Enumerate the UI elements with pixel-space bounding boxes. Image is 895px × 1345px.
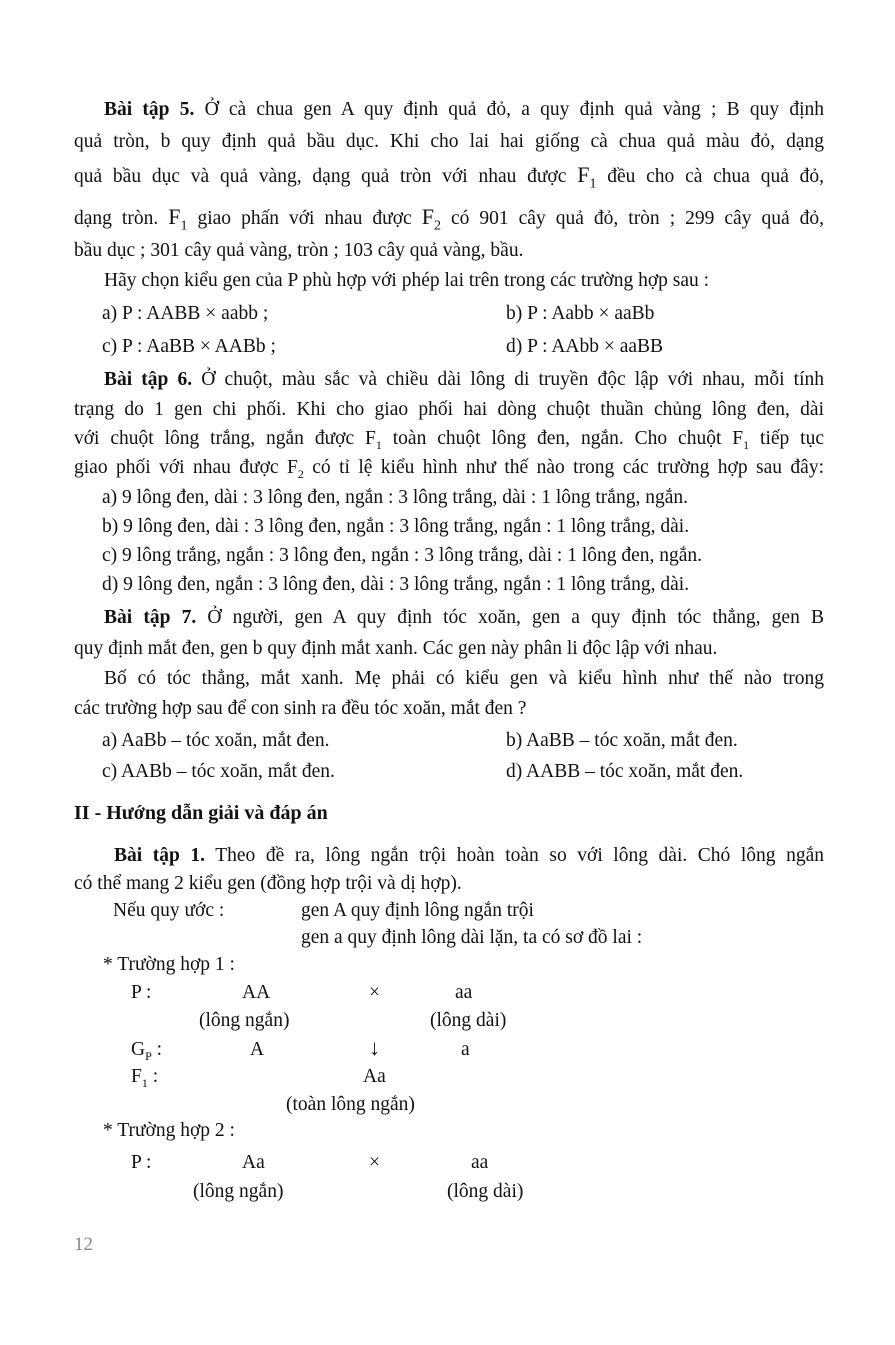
ex6-line1 bbox=[74, 365, 824, 395]
case1-parent1: AA bbox=[242, 982, 271, 1003]
sol1-line2: có thể mang 2 kiểu gen (đồng hợp trội và dị hợp). bbox=[74, 873, 462, 894]
ex5-line6: Hãy chọn kiểu gen của P phù hợp với phép lai trên trong các trường hợp sau : bbox=[104, 270, 710, 291]
ex7-text1: Ở người, gen A quy định tóc xoăn, gen a quy định tóc thẳng, gen B bbox=[207, 607, 825, 628]
ex7-option-d: d) AABB – tóc xoăn, mắt đen. bbox=[506, 761, 744, 782]
case1-gamete-label: $G_P$ : bbox=[131, 1039, 163, 1063]
ex5-f1: $F_1$ bbox=[577, 162, 597, 192]
case1-offspring-phenotype: (toàn lông ngắn) bbox=[286, 1094, 415, 1115]
ex6-option-a: a) 9 lông đen, dài : 3 lông đen, ngắn : 3 lông trắng, dài : 1 lông trắng, ngắn. bbox=[102, 487, 688, 508]
ex5-text4a: dạng tròn. bbox=[74, 208, 159, 229]
case1-parent2-phenotype: (lông dài) bbox=[430, 1010, 507, 1031]
case2-label: * Trường hợp 2 : bbox=[103, 1120, 235, 1141]
case1-parent1-phenotype: (lông ngắn) bbox=[199, 1010, 290, 1031]
ex5-title: Bài tập 5. bbox=[104, 99, 195, 120]
case1-arrow: ↓ bbox=[369, 1035, 380, 1060]
ex5-text4b: giao phấn với nhau được bbox=[197, 208, 412, 229]
convention-1: gen A quy định lông ngắn trội bbox=[301, 900, 534, 921]
convention-2: gen a quy định lông dài lặn, ta có sơ đồ lai : bbox=[301, 927, 643, 948]
ex6-text4a: giao phối với nhau được F bbox=[74, 457, 298, 478]
ex6-line4: giao phối với nhau được $F_2$ có tỉ lệ kiểu hình như thế nào trong các trường hợp sau đây: bbox=[74, 457, 825, 481]
case1-parent2: aa bbox=[455, 982, 473, 1003]
case1-label: * Trường hợp 1 : bbox=[103, 954, 235, 975]
ex6-line2: trạng do 1 gen chi phối. Khi cho giao phối hai dòng chuột thuần chủng lông đen, dài bbox=[74, 399, 824, 420]
ex5-text1: Ở cà chua gen A quy định quả đỏ, a quy định quả vàng ; B quy định bbox=[204, 99, 825, 120]
ex6-text3a: với chuột lông trắng, ngắn được F bbox=[74, 428, 376, 449]
case1-cross: × bbox=[369, 982, 380, 1003]
case2-parent2-phenotype: (lông dài) bbox=[447, 1181, 524, 1202]
case1-offspring: Aa bbox=[363, 1066, 386, 1087]
ex7-option-a: a) AaBb – tóc xoăn, mắt đen. bbox=[102, 730, 330, 751]
ex5-text4c: có 901 cây quả đỏ, tròn ; 299 cây quả đỏ, bbox=[450, 208, 824, 229]
case1-gamete2: a bbox=[461, 1039, 470, 1060]
ex5-line1 bbox=[74, 95, 824, 125]
convention-label: Nếu quy ước : bbox=[113, 900, 225, 921]
ex6-text3b: toàn chuột lông đen, ngắn. Cho chuột F bbox=[392, 428, 744, 449]
case2-parent1-phenotype: (lông ngắn) bbox=[193, 1181, 284, 1202]
ex5-line5: bầu dục ; 301 cây quả vàng, tròn ; 103 cây quả vàng, bầu. bbox=[74, 240, 524, 261]
case1-f1-label: $F_1$ : bbox=[131, 1066, 159, 1090]
ex6-option-d: d) 9 lông đen, ngắn : 3 lông đen, dài : 3 lông trắng, ngắn : 1 lông trắng, dài. bbox=[102, 574, 690, 595]
ex5-f1b: $F_1$ bbox=[168, 204, 188, 234]
ex6-text4b: có tỉ lệ kiểu hình như thế nào trong các trường hợp sau đây: bbox=[312, 457, 825, 478]
section-heading: II - Hướng dẫn giải và đáp án bbox=[74, 802, 328, 824]
sol1-title: Bài tập 1. bbox=[114, 845, 206, 866]
ex5-option-a: a) P : AABB × aabb ; bbox=[102, 303, 269, 324]
ex6-option-c: c) 9 lông trắng, ngắn : 3 lông đen, ngắn : 3 lông trắng, dài : 1 lông đen, ngắn. bbox=[102, 545, 703, 566]
case2-parent1: Aa bbox=[242, 1152, 265, 1173]
ex7-line2: quy định mắt đen, gen b quy định mắt xanh. Các gen này phân li độc lập với nhau. bbox=[74, 638, 718, 659]
case1-gamete1: A bbox=[250, 1039, 265, 1060]
ex6-option-b: b) 9 lông đen, dài : 3 lông đen, ngắn : 3 lông trắng, ngắn : 1 lông trắng, dài. bbox=[102, 516, 690, 537]
ex7-option-c: c) AABb – tóc xoăn, mắt đen. bbox=[102, 761, 335, 782]
ex6-title: Bài tập 6. bbox=[104, 369, 193, 390]
ex5-option-c: c) P : AaBB × AABb ; bbox=[102, 336, 276, 357]
case2-parent2: aa bbox=[471, 1152, 489, 1173]
ex7-line3: Bố có tóc thẳng, mắt xanh. Mẹ phải có kiểu gen và kiểu hình như thế nào trong bbox=[104, 668, 824, 689]
ex6-text1: Ở chuột, màu sắc và chiều dài lông di truyền độc lập với nhau, mỗi tính bbox=[201, 369, 825, 390]
ex6-line3: với chuột lông trắng, ngắn được $F_1$ toàn chuột lông đen, ngắn. Cho chuột $F_1$ tiếp tục bbox=[74, 428, 824, 452]
ex7-line1 bbox=[74, 603, 824, 633]
ex5-line2: quả tròn, b quy định quả bầu dục. Khi cho lai hai giống cà chua quả màu đỏ, dạng bbox=[74, 131, 824, 152]
case2-p-label: P : bbox=[131, 1152, 152, 1173]
sol1-line1 bbox=[74, 841, 824, 871]
ex7-line4: các trường hợp sau để con sinh ra đều tóc xoăn, mắt đen ? bbox=[74, 698, 527, 719]
ex7-title: Bài tập 7. bbox=[104, 607, 197, 628]
ex5-f2: $F_2$ bbox=[421, 204, 441, 234]
case2-cross: × bbox=[369, 1152, 380, 1173]
ex5-option-d: d) P : AAbb × aaBB bbox=[506, 336, 664, 357]
page-number: 12 bbox=[74, 1234, 93, 1255]
ex5-text3a: quả bầu dục và quả vàng, dạng quả tròn với nhau được bbox=[74, 166, 567, 187]
ex7-option-b: b) AaBB – tóc xoăn, mắt đen. bbox=[506, 730, 738, 751]
ex6-text3c: tiếp tục bbox=[760, 428, 824, 449]
ex5-line3 bbox=[74, 160, 824, 199]
ex5-text3b: đều cho cà chua quả đỏ, bbox=[607, 166, 825, 187]
sol1-text1: Theo đề ra, lông ngắn trội hoàn toàn so với lông dài. Chó lông ngắn bbox=[215, 845, 824, 866]
ex5-option-b: b) P : Aabb × aaBb bbox=[506, 303, 655, 324]
case1-p-label: P : bbox=[131, 982, 152, 1003]
